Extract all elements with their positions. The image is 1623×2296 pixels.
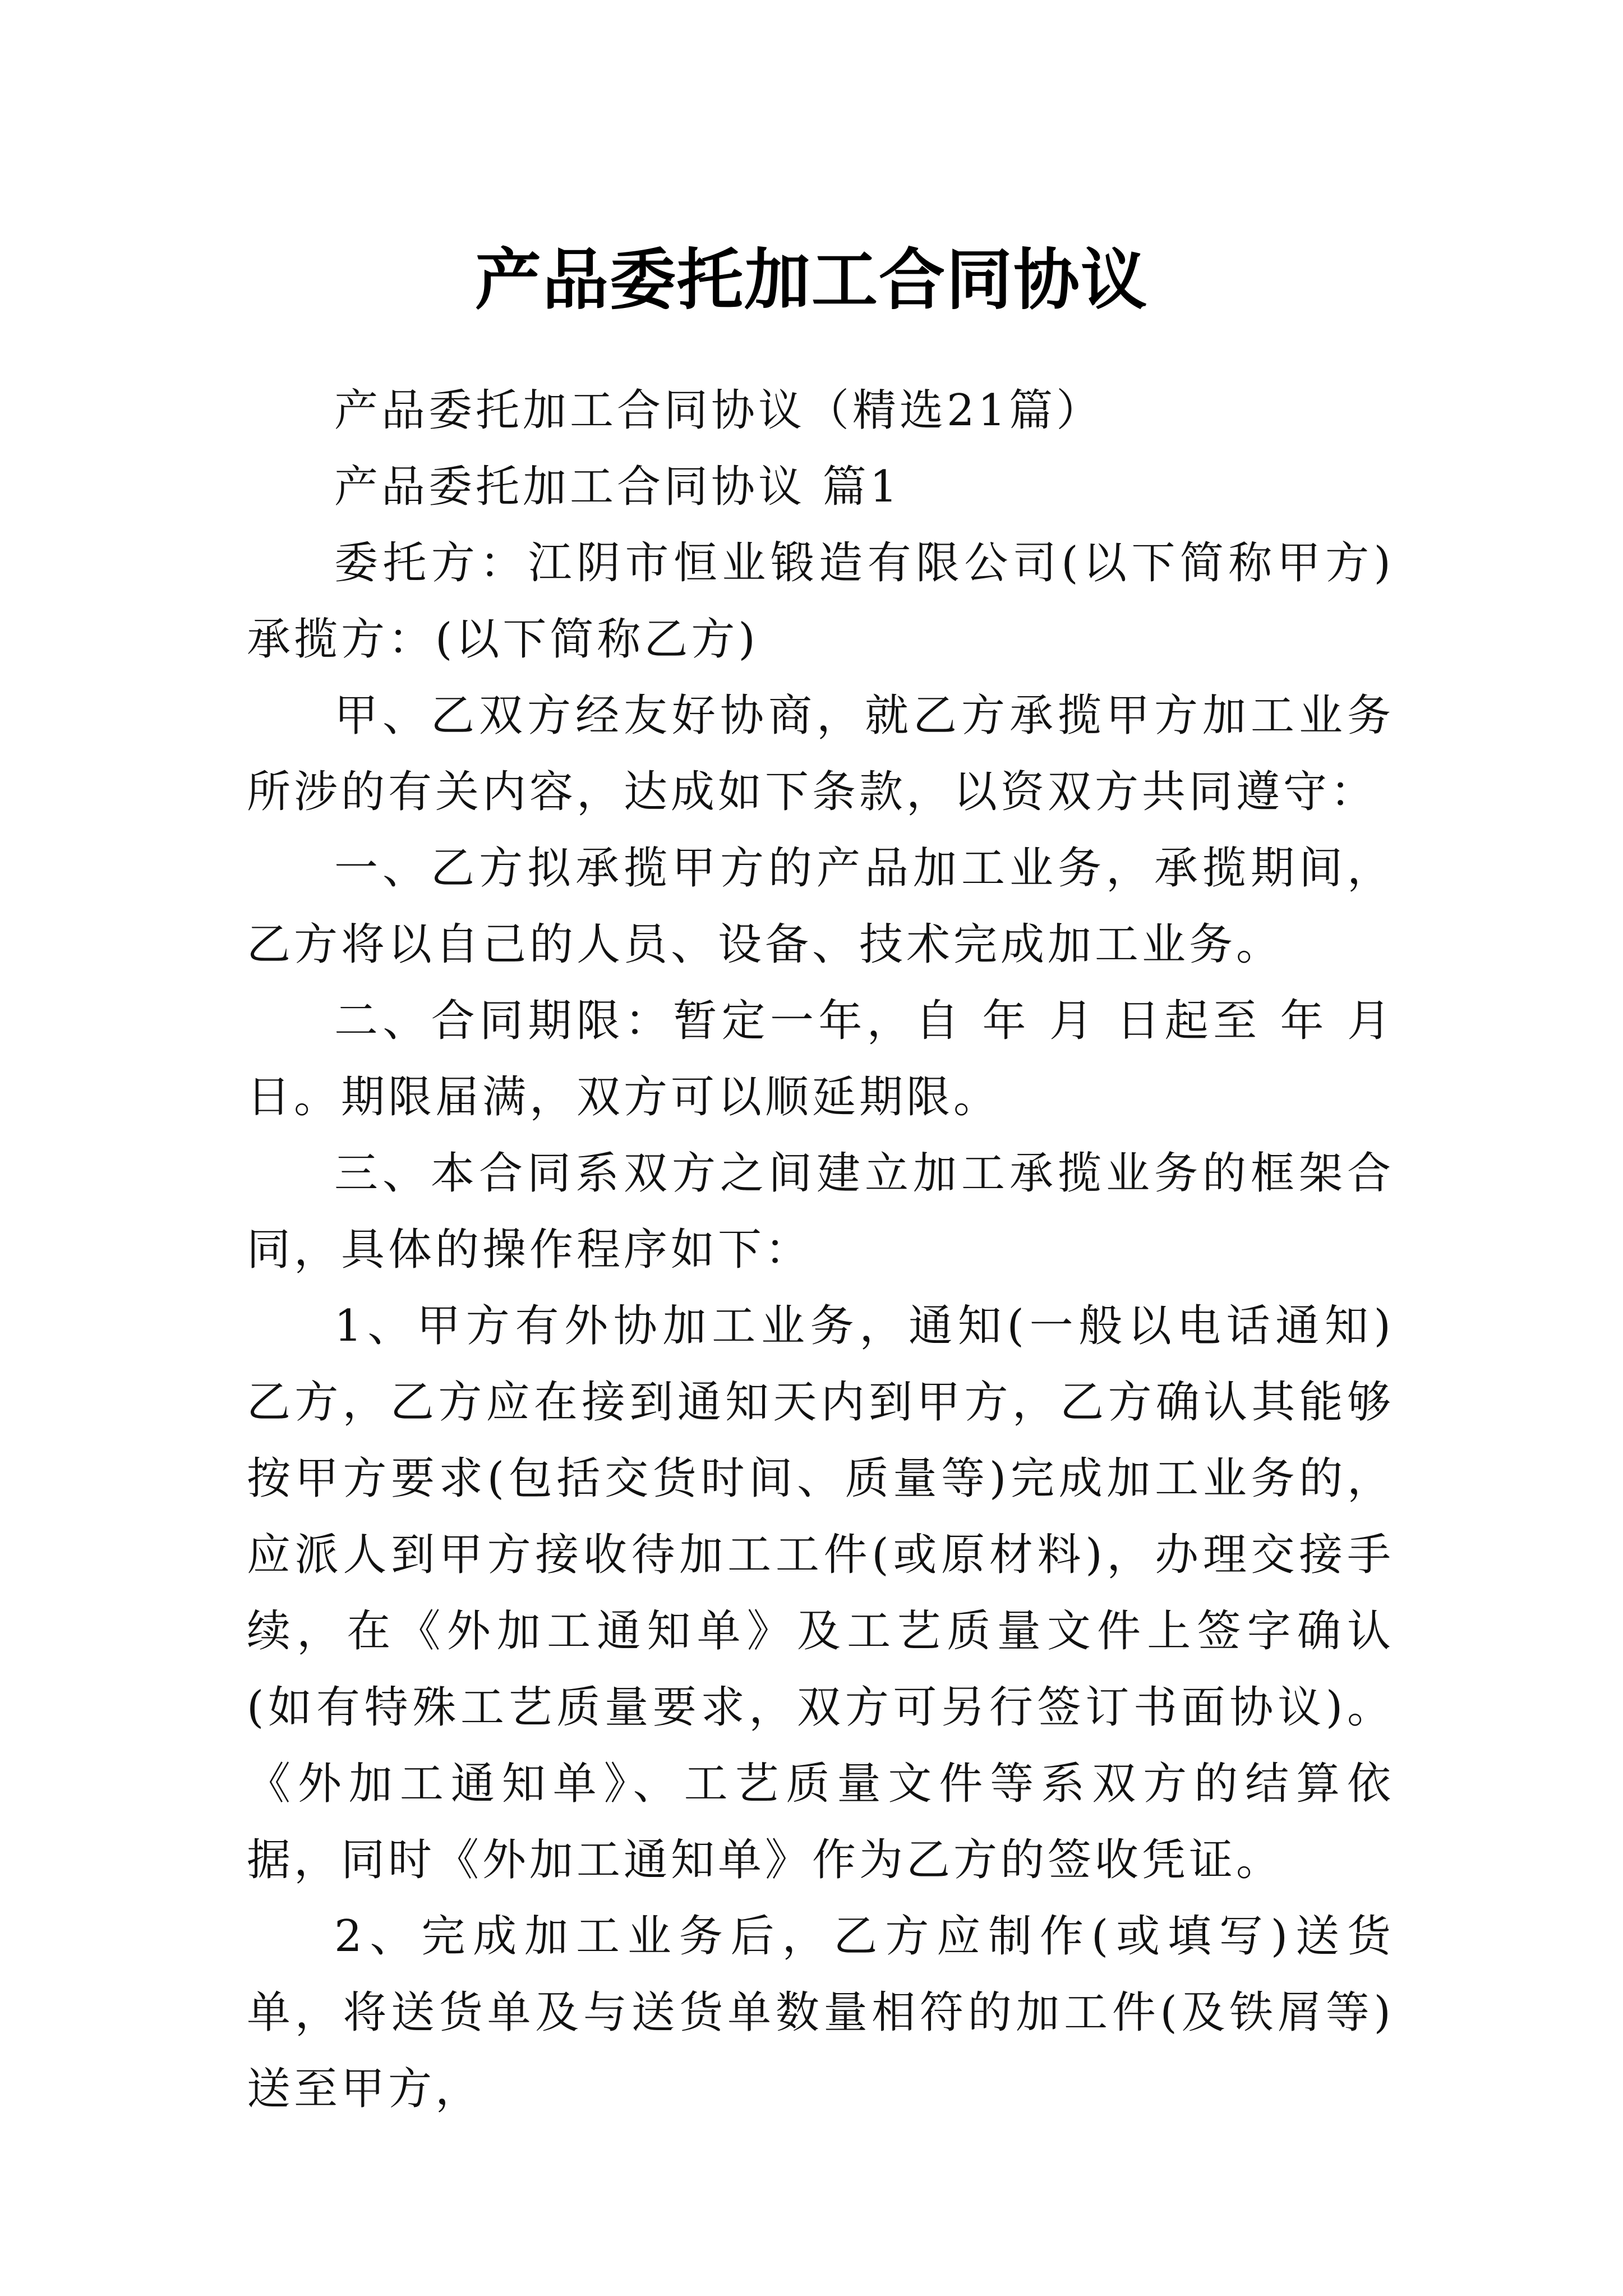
- paragraph-procedure-1: 1、甲方有外协加工业务，通知(一般以电话通知)乙方，乙方应在接到通知天内到甲方，乙方确认其能够按甲方要求(包括交货时间、质量等)完成加工业务的，应派人到甲方接收待加工工件(或原材料)，办理交接手续，在《外加工通知单》及工艺质量文件上签字确认(如有特殊工艺质量要求，双方可另行签订书面协议)。《外加工通知单》、工艺质量文件等系双方的结算依据，同时《外加工通知单》作为乙方的签收凭证。: [247, 1301, 1394, 1885]
- paragraph-clause-2: 二、合同期限：暂定一年，自 年 月 日起至 年 月 日。期限届满，双方可以顺延期限。: [247, 996, 1394, 1122]
- paragraph-parties: 委托方：江阴市恒业锻造有限公司(以下简称甲方)承揽方：(以下简称乙方): [247, 538, 1394, 665]
- document-body: [247, 372, 1394, 2127]
- paragraph-section-heading: 产品委托加工合同协议 篇1: [334, 462, 901, 512]
- paragraph-procedure-2: 2、完成加工业务后，乙方应制作(或填写)送货单，将送货单及与送货单数量相符的加工件(及铁屑等)送至甲方，: [247, 1911, 1394, 2114]
- paragraph-preamble: 甲、乙双方经友好协商，就乙方承揽甲方加工业务所涉的有关内容，达成如下条款，以资双方共同遵守：: [247, 691, 1394, 817]
- paragraph-clause-1: 一、乙方拟承揽甲方的产品加工业务，承揽期间，乙方将以自己的人员、设备、技术完成加工业务。: [247, 843, 1394, 970]
- document-title: 产品委托加工合同协议: [474, 241, 1148, 319]
- paragraph-subtitle: 产品委托加工合同协议（精选21篇）: [334, 385, 1104, 436]
- paragraph-clause-3: 三、本合同系双方之间建立加工承揽业务的框架合同，具体的操作程序如下：: [247, 1148, 1394, 1275]
